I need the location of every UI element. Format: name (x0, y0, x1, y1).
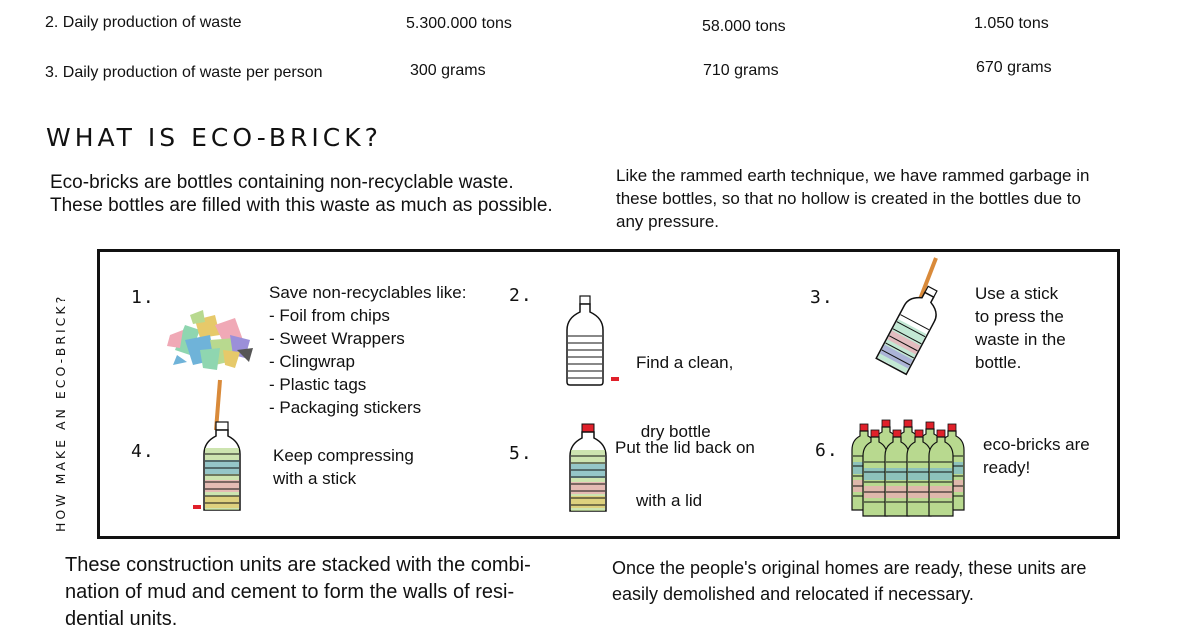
bottom-left-line: These construction units are stacked with the combi- (65, 554, 531, 576)
compress-bottle-icon (190, 380, 260, 515)
step-2-line: with a lid (636, 491, 703, 510)
intro-left-line: Eco-bricks are bottles containing non-recyclable waste. (50, 172, 514, 193)
step-6-line: ready! (983, 458, 1031, 477)
bottom-right-line: Once the people's original homes are ready, these units are (612, 558, 1087, 578)
step-4-line: Keep compressing (273, 446, 414, 465)
stat-row-1-value-1: 5.300.000 tons (406, 15, 512, 32)
bottom-left-line: nation of mud and cement to form the walls of resi- (65, 581, 515, 603)
step-6-text (983, 433, 1090, 479)
side-label: HOW MAKE AN ECO-BRICK? (53, 293, 68, 532)
step-3-line: bottle. (975, 353, 1022, 372)
step-1-line: - Plastic tags (269, 375, 367, 394)
step-3-line: waste in the (975, 330, 1066, 349)
intro-right-line: Like the rammed earth technique, we have rammed garbage in (616, 166, 1090, 185)
waste-pile-icon (165, 310, 255, 375)
step-1-line: - Foil from chips (269, 306, 390, 325)
empty-bottle-icon (565, 296, 625, 388)
intro-right-line: any pressure. (616, 212, 719, 231)
step-1-line: - Packaging stickers (269, 398, 422, 417)
step-4-text (273, 444, 414, 490)
step-1-number: 1. (131, 287, 155, 308)
intro-left-line: These bottles are filled with this waste as much as possible. (50, 195, 553, 216)
page-heading: WHAT IS ECO-BRICK? (46, 123, 382, 152)
step-1-line: Save non-recyclables like: (269, 283, 467, 302)
eco-bricks-stack-icon (850, 420, 975, 515)
step-2-number: 2. (509, 285, 533, 306)
stat-row-2-label: 3. Daily production of waste per person (45, 64, 323, 81)
step-5-number: 5. (509, 443, 533, 464)
bottom-left-line: dential units. (65, 608, 178, 630)
step-3-line: Use a stick (975, 284, 1059, 303)
step-2-text (636, 305, 733, 535)
intro-right (616, 164, 1089, 233)
stat-row-1-value-3: 1.050 tons (974, 15, 1049, 32)
step-3-text (975, 282, 1066, 374)
bottom-left-text (65, 552, 531, 633)
step-2-line: dry bottle (636, 422, 711, 441)
step-1-text (269, 281, 466, 419)
intro-left (50, 171, 553, 217)
step-1-line: - Sweet Wrappers (269, 329, 405, 348)
bottom-right-text (612, 555, 1086, 607)
step-4-line: with a stick (273, 469, 357, 488)
step-3-line: to press the (975, 307, 1064, 326)
capped-bottle-icon (568, 424, 613, 514)
stat-row-1-label: 2. Daily production of waste (45, 14, 242, 31)
step-1-line: - Clingwrap (269, 352, 355, 371)
step-6-line: eco-bricks are (983, 435, 1090, 454)
stat-row-2-value-1: 300 grams (410, 62, 486, 79)
step-5-line: Put the lid back on (615, 438, 755, 457)
step-5-text (615, 436, 755, 459)
stick-in-bottle-icon (870, 256, 950, 381)
step-6-number: 6. (815, 440, 839, 461)
bottom-right-line: easily demolished and relocated if necessary. (612, 584, 974, 604)
stat-row-1-value-2: 58.000 tons (702, 18, 786, 35)
step-2-line: Find a clean, (636, 353, 734, 372)
intro-right-line: these bottles, so that no hollow is created in the bottles due to (616, 189, 1081, 208)
step-4-number: 4. (131, 441, 155, 462)
step-3-number: 3. (810, 287, 834, 308)
stat-row-2-value-2: 710 grams (703, 62, 779, 79)
stat-row-2-value-3: 670 grams (976, 59, 1052, 76)
